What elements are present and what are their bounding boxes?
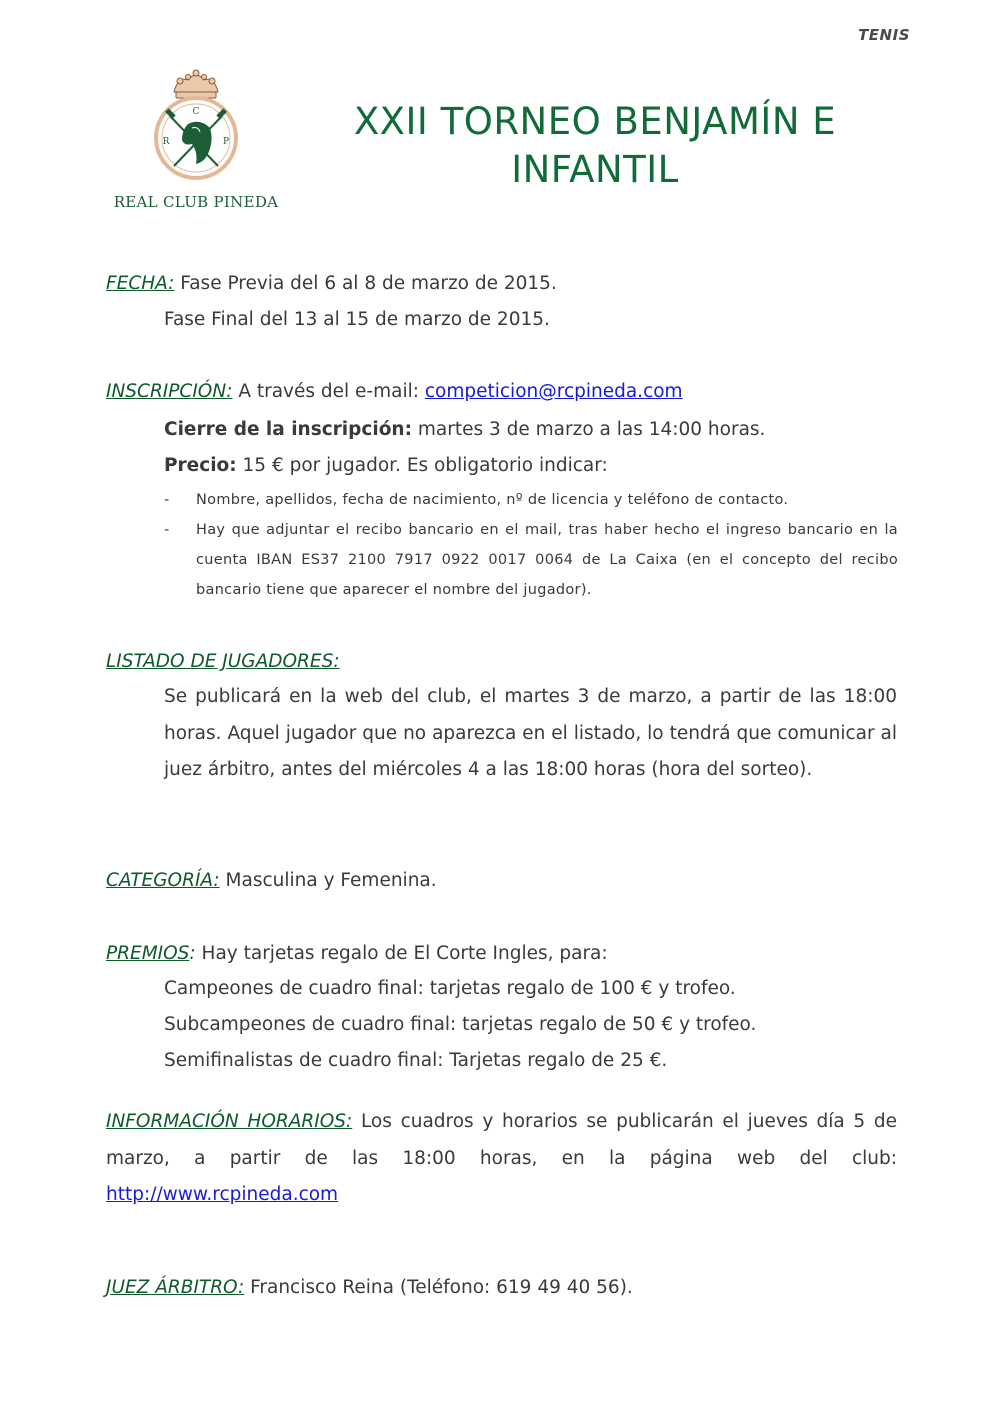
precio-line <box>164 448 608 484</box>
inscripcion-label: INSCRIPCIÓN: <box>106 381 233 402</box>
categoria-label: CATEGORÍA: <box>106 870 220 891</box>
categoria-line <box>106 863 437 899</box>
crest-letter-c: C <box>192 107 200 117</box>
list-item: - Nombre, apellidos, fecha de nacimiento, nº de licencia y teléfono de contacto. <box>164 492 789 508</box>
horarios-paragraph <box>106 1104 897 1214</box>
categoria-text: Masculina y Femenina. <box>219 870 437 891</box>
horarios-label: INFORMACIÓN HORARIOS: <box>106 1111 353 1132</box>
title-line-2: INFANTIL <box>511 148 679 191</box>
club-logo <box>108 66 284 216</box>
premios-colon: : <box>189 943 196 964</box>
email-link[interactable]: competicion@rcpineda.com <box>424 381 683 402</box>
cierre-text: martes 3 de marzo a las 14:00 horas. <box>411 419 766 440</box>
juez-line <box>106 1270 633 1306</box>
list-item: - Hay que adjuntar el recibo bancario en el mail, tras haber hecho el ingreso bancario en la cuenta IBAN ES37 2100 7917 0922 0017 0064 de La Caixa (en el concepto del recibo bancario tiene que aparecer el nombre del jugador). <box>164 522 898 598</box>
precio-text: 15 € por jugador. Es obligatorio indicar: <box>236 455 608 476</box>
crest-letter-r: R <box>162 137 170 147</box>
cierre-label: Cierre de la inscripción: <box>164 419 412 440</box>
premio-item: Semifinalistas de cuadro final: Tarjetas regalo de 25 €. <box>164 1050 668 1071</box>
listado-label: LISTADO DE JUGADORES: <box>106 651 340 672</box>
juez-text: Francisco Reina (Teléfono: 619 49 40 56). <box>244 1277 633 1298</box>
cierre-line <box>164 412 765 448</box>
club-name: REAL CLUB PINEDA <box>113 193 279 211</box>
premio-item: Subcampeones de cuadro final: tarjetas regalo de 50 € y trofeo. <box>164 1014 757 1035</box>
premios-line <box>106 936 608 972</box>
page-title <box>300 98 890 194</box>
listado-text: Se publicará en la web del club, el martes 3 de marzo, a partir de las 18:00 horas. Aquel jugador que no aparezca en el listado, lo tendrá que comunicar al juez árbitro, antes del miércoles 4 a las 18:00 horas (hora del sorteo). <box>164 686 897 780</box>
inscripcion-line <box>106 374 683 410</box>
bullet-text: Hay que adjuntar el recibo bancario en el mail, tras haber hecho el ingreso bancario en la cuenta IBAN ES37 2100 7917 0922 0017 0064 de La Caixa (en el concepto del recibo bancario tiene que aparecer el nombre del jugador). <box>196 522 898 598</box>
precio-label: Precio: <box>164 455 237 476</box>
fecha-line <box>106 266 557 302</box>
section-tag: TENIS <box>858 26 910 44</box>
club-crest-icon <box>108 66 284 196</box>
premios-label: PREMIOS <box>106 943 190 964</box>
premio-item: Campeones de cuadro final: tarjetas regalo de 100 € y trofeo. <box>164 978 736 999</box>
crest-letter-p: P <box>222 137 230 147</box>
fecha-final: Fase Final del 13 al 15 de marzo de 2015. <box>164 309 550 330</box>
website-link[interactable]: http://www.rcpineda.com <box>106 1184 339 1205</box>
inscripcion-text: A través del e-mail: <box>232 381 425 402</box>
horarios-text: Los cuadros y horarios se publicarán el jueves día 5 de marzo, a partir de las 18:00 horas, en la página web del club: <box>106 1111 897 1169</box>
premios-text: Hay tarjetas regalo de El Corte Ingles, para: <box>195 943 608 964</box>
bullet-text: Nombre, apellidos, fecha de nacimiento, nº de licencia y teléfono de contacto. <box>196 492 789 508</box>
title-line-1: XXII TORNEO BENJAMÍN E <box>353 100 837 143</box>
fecha-previa: Fase Previa del 6 al 8 de marzo de 2015. <box>174 273 557 294</box>
juez-label: JUEZ ÁRBITRO: <box>106 1277 245 1298</box>
requirements-list <box>164 485 898 605</box>
fecha-label: FECHA: <box>106 273 175 294</box>
